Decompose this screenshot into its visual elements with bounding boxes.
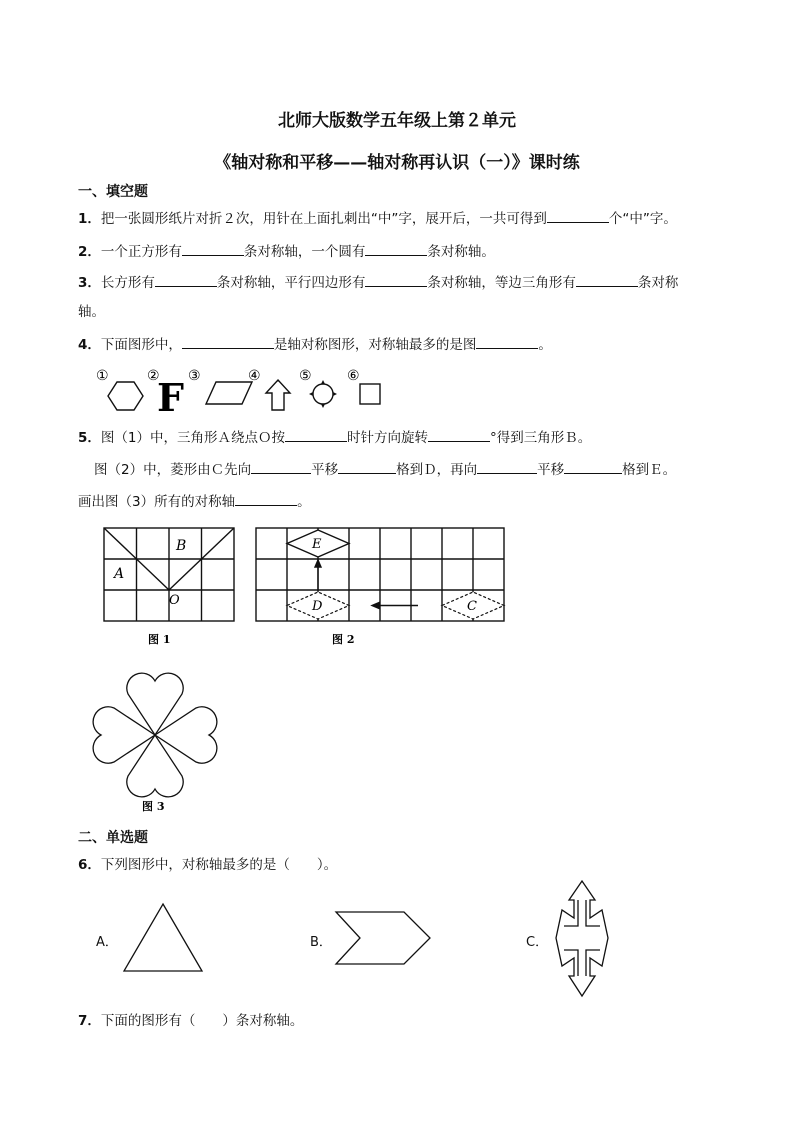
svg-text:⑥: ⑥ [347, 368, 360, 384]
answer-blank[interactable] [476, 335, 538, 349]
question-text: 格到Ｅ。 [622, 462, 677, 478]
question-3-continued: 轴。 [78, 304, 105, 320]
arrow-up-icon [315, 560, 321, 590]
label-5 [299, 368, 312, 384]
question-text: 图（1）中，三角形Ａ绕点Ｏ按 [100, 430, 285, 446]
parallelogram-shape [206, 382, 252, 404]
question-text: 个“中”字。 [608, 211, 677, 227]
answer-blank[interactable] [155, 273, 217, 287]
question-text: 条对称轴，等边三角形有 [427, 275, 576, 291]
label-3 [188, 368, 201, 384]
question-number: 2． [78, 244, 101, 260]
answer-blank[interactable] [365, 273, 427, 287]
section-heading-fill-in: 一、填空题 [78, 184, 148, 200]
answer-blank[interactable] [285, 428, 347, 442]
svg-text:⑤: ⑤ [299, 368, 312, 384]
svg-text:①: ① [96, 368, 109, 384]
point-o-label: O [169, 593, 180, 608]
figure-1 [100, 524, 240, 649]
label-1 [96, 368, 109, 384]
question-text: 时针方向旋转 [347, 430, 428, 446]
answer-blank[interactable] [235, 492, 297, 506]
question-number: 7． [78, 1013, 101, 1029]
hexagon-shape [108, 382, 143, 410]
page-subtitle: 《轴对称和平移——轴对称再认识（一）》课时练 [214, 153, 580, 173]
label-6 [347, 368, 360, 384]
question-text: °得到三角形Ｂ。 [490, 430, 592, 446]
question-text: 长方形有 [100, 275, 155, 291]
answer-blank[interactable] [547, 209, 609, 223]
question-5-line-2 [94, 458, 676, 478]
option-c-label[interactable]: C． [526, 935, 549, 950]
question-text: 平移 [537, 462, 565, 478]
svg-text:②: ② [147, 368, 160, 384]
question-number: 4． [78, 337, 101, 353]
question-number: 6． [78, 857, 101, 873]
circle-with-points-shape [309, 380, 337, 408]
section-heading-single-choice: 二、单选题 [78, 830, 148, 846]
figure-1-caption: 图 1 [148, 633, 171, 646]
option-a-label[interactable]: A． [96, 935, 118, 950]
rhombus-e-label: E [312, 537, 322, 552]
question-number: 3． [78, 275, 101, 291]
option-a-triangle[interactable] [120, 900, 210, 976]
question-text: 。 [297, 494, 311, 510]
question-text: 平移 [311, 462, 339, 478]
figure-3 [92, 664, 224, 814]
answer-blank[interactable] [338, 460, 396, 474]
answer-blank[interactable] [182, 242, 244, 256]
answer-blank[interactable] [576, 273, 638, 287]
triangle-a-label: A [114, 566, 125, 582]
arrow-shape [266, 380, 290, 410]
question-3 [78, 271, 678, 291]
rhombus-c-label: C [467, 599, 477, 614]
figure-2 [252, 524, 508, 649]
answer-blank[interactable] [564, 460, 622, 474]
option-b-label[interactable]: B． [310, 935, 332, 950]
figure-2-caption: 图 2 [332, 633, 355, 646]
question-2 [78, 240, 495, 260]
question-number: 1． [78, 211, 101, 227]
option-c-double-arrow[interactable] [550, 878, 614, 1002]
figure-3-caption: 图 3 [142, 800, 165, 813]
question-text: 一个正方形有 [100, 244, 182, 260]
page-title: 北师大版数学五年级上第２单元 [278, 111, 516, 131]
question-text: 把一张圆形纸片对折２次，用针在上面扎刺出“中”字，展开后，一共可得到 [100, 211, 547, 227]
answer-blank[interactable] [182, 335, 274, 349]
question-text: 条对称轴。 [427, 244, 495, 260]
answer-blank[interactable] [251, 460, 311, 474]
rhombus-d-label: D [312, 599, 323, 614]
question-text: 下列图形中，对称轴最多的是（ ）。 [100, 857, 338, 873]
question-1 [78, 207, 677, 227]
clover-shape [93, 673, 217, 797]
svg-text:③: ③ [188, 368, 201, 384]
question-text: 条对称轴，平行四边形有 [216, 275, 366, 291]
question-5-line-3 [78, 490, 311, 510]
question-7 [78, 1009, 303, 1029]
question-text: 下面图形中， [100, 337, 182, 353]
q4-figures [92, 362, 392, 416]
label-4 [248, 368, 261, 384]
question-5 [78, 426, 591, 446]
question-6 [78, 853, 337, 873]
question-text: 下面的图形有（ ）条对称轴。 [100, 1013, 304, 1029]
question-4 [78, 333, 552, 353]
question-text: 条对称 [637, 275, 679, 291]
question-text: 图（2）中，菱形由Ｃ先向 [94, 462, 252, 478]
question-number: 5． [78, 430, 101, 446]
question-text: 条对称轴，一个圆有 [243, 244, 366, 260]
question-text: 格到Ｄ，再向 [396, 462, 478, 478]
letter-f-shape: F [157, 375, 184, 416]
question-text: 。 [538, 337, 552, 353]
answer-blank[interactable] [477, 460, 537, 474]
answer-blank[interactable] [365, 242, 427, 256]
square-shape [360, 384, 380, 404]
svg-text:④: ④ [248, 368, 261, 384]
question-text: 画出图（3）所有的对称轴 [78, 494, 236, 510]
option-b-chevron[interactable] [334, 908, 436, 966]
answer-blank[interactable] [428, 428, 490, 442]
question-text: 是轴对称图形，对称轴最多的是图 [273, 337, 477, 353]
triangle-b-label: B [176, 538, 187, 554]
